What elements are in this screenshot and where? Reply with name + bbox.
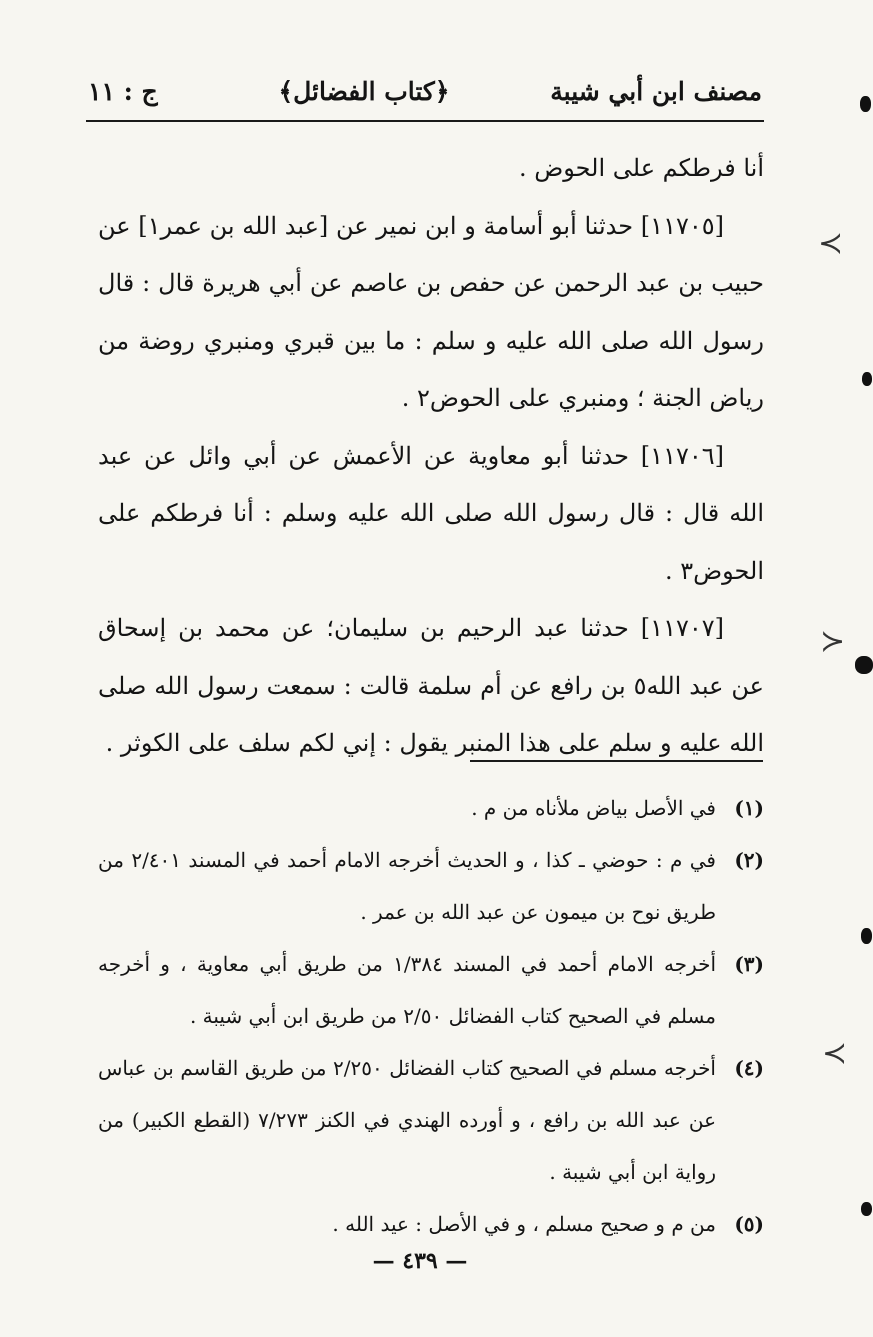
footnote-text: أخرجه مسلم في الصحيح كتاب الفضائل ٢/٢٥٠ من طريق القاسم بن عباس عن عبد الله بن رافع ، و أورده الهندي في الكنز ٧/٢٧٣ (القطع الكبير) من رواية ابن أبي شيبة .	[98, 1056, 717, 1184]
footnote-rule	[470, 760, 763, 762]
scan-mark: ≺	[822, 1036, 848, 1071]
scan-mark: ≻	[820, 624, 846, 659]
footnote-text: أخرجه الامام أحمد في المسند ١/٣٨٤ من طريق أبي معاوية ، و أخرجه مسلم في الصحيح كتاب الفضائل ٢/٥٠ من طريق ابن أبي شيبة .	[98, 952, 716, 1028]
scan-mark: ≺	[818, 226, 844, 261]
footnote-number: (٤)	[734, 1056, 764, 1080]
header-rule	[86, 120, 764, 122]
scan-mark	[860, 96, 871, 112]
footnote-number: (١)	[734, 796, 764, 820]
footnote-text: في الأصل بياض ملأناه من م .	[471, 796, 716, 820]
scan-mark	[861, 928, 872, 944]
footnote	[98, 782, 764, 834]
main-text	[98, 140, 764, 773]
text-paragraph: أنا فرطكم على الحوض .	[518, 154, 764, 182]
section-title: ﴿كتاب الفضائل﴾	[278, 76, 450, 106]
footnote	[98, 1198, 764, 1250]
footnote-number: (٣)	[734, 952, 764, 976]
hadith-paragraph: [١١٧٠٦] حدثنا أبو معاوية عن الأعمش عن أبي وائل عن عبد الله قال : قال رسول الله صلى الله عليه وسلم : أنا فرطكم على الحوض٣ .	[98, 441, 764, 585]
scan-mark	[862, 372, 872, 386]
running-header	[88, 66, 762, 116]
footnotes	[98, 782, 764, 1250]
footnote	[98, 834, 764, 938]
footnote-text: في م : حوضي ـ كذا ، و الحديث أخرجه الامام أحمد في المسند ٢/٤٠١ من طريق نوح بن ميمون عن عبد الله بن عمر .	[98, 848, 716, 924]
hadith-paragraph: [١١٧٠٥] حدثنا أبو أسامة و ابن نمير عن [عبد الله بن عمر١] عن حبيب بن عبد الرحمن عن حفص بن عاصم عن أبي هريرة قال : قال رسول الله صلى الله عليه و سلم : ما بين قبري ومنبري روضة من رياض الجنة ؛ ومنبري على الحوض٢ .	[98, 211, 764, 412]
scan-mark	[855, 656, 873, 674]
footnote	[98, 938, 764, 1042]
scan-mark	[861, 1202, 872, 1216]
footnote	[98, 1042, 764, 1198]
footnote-number: (٥)	[734, 1212, 764, 1236]
hadith-paragraph: [١١٧٠٧] حدثنا عبد الرحيم بن سليمان؛ عن محمد بن إسحاق عن عبد الله٥ بن رافع عن أم سلمة قالت : سمعت رسول الله صلى الله عليه و سلم على هذا المنبر يقول : إني لكم سلف على الكوثر .	[98, 614, 764, 757]
footnote-text: من م و صحيح مسلم ، و في الأصل : عيد الله .	[332, 1212, 716, 1236]
volume-number: ج : ١١	[88, 76, 158, 106]
book-title: مصنف ابن أبي شيبة	[550, 76, 762, 106]
footnote-number: (٢)	[734, 848, 764, 872]
page-number: — ٤٣٩ —	[372, 1248, 468, 1274]
